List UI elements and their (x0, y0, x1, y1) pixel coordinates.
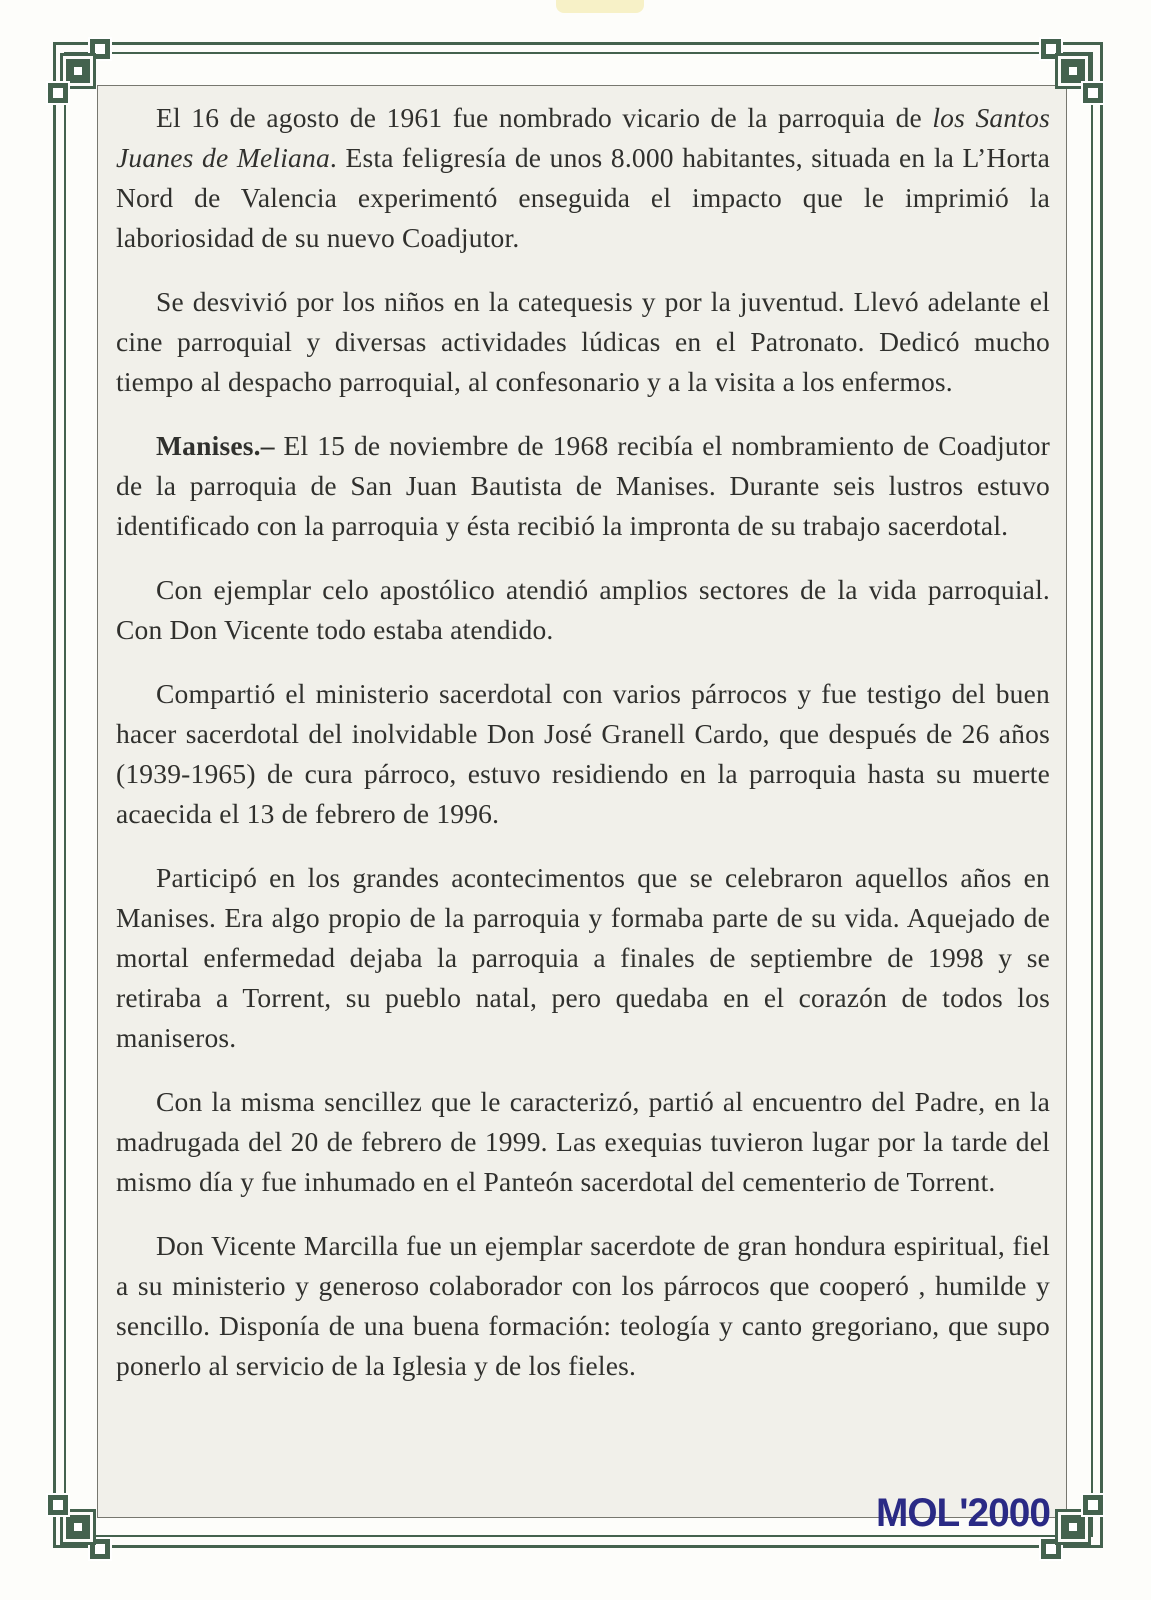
ornament-square (1061, 1515, 1085, 1539)
ornament-square (90, 39, 110, 59)
ornament-square (1083, 1495, 1103, 1515)
text-run: El 15 de noviembre de 1968 recibía el nombramiento de Coadjutor de la parroquia de San Juan Bautista de Manises. Durante seis lustros estuvo identificado con la parroquia y ésta recibió la impronta de su trabajo sacerdotal. (116, 430, 1051, 541)
paragraph (116, 426, 1050, 546)
ornament-square (1061, 59, 1085, 83)
text-run: Manises.– (156, 430, 284, 461)
text-run: . Esta feligresía de unos 8.000 habitantes, situada en la L’Horta Nord de Valencia experimentó enseguida el impacto que le imprimió la laboriosidad de su nuevo Coadjutor. (116, 142, 1050, 253)
paragraph (116, 282, 1050, 402)
ornament-square (66, 1515, 90, 1539)
corner-ornament-top-right (1039, 39, 1103, 103)
text-run: los Santos Juanes de Meliana (116, 102, 1050, 173)
text-run: Con la misma sencillez que le caracterizó, partió al encuentro del Padre, en la madrugada del 20 de febrero de 1999. Las exequias tuvieron lugar por la tarde del mismo día y fue inhumado en el Panteón sacerdotal del cementerio de Torrent. (116, 1086, 1050, 1197)
paragraph (116, 1226, 1050, 1386)
corner-ornament-bottom-left (48, 1495, 112, 1559)
text-run: Compartió el ministerio sacerdotal con varios párrocos y fue testigo del buen hacer sacerdotal del inolvidable Don José Granell Cardo, que después de 26 años (1939-1965) de cura párroco, estuvo residiendo en la parroquia hasta su muerte acaecida el 13 de febrero de 1996. (116, 678, 1050, 829)
paragraph (116, 1082, 1050, 1202)
ornament-square (1083, 83, 1103, 103)
paragraph (116, 570, 1050, 650)
watermark: MOL'2000 (876, 1491, 1050, 1535)
ornament-square (48, 83, 68, 103)
ornament-square (66, 59, 90, 83)
text-run: Don Vicente Marcilla fue un ejemplar sacerdote de gran hondura espiritual, fiel a su ministerio y generoso colaborador con los párrocos que cooperó , humilde y sencillo. Disponía de una buena formación: teología y canto gregoriano, que supo ponerlo al servicio de la Iglesia y de los fieles. (116, 1230, 1050, 1381)
paragraph (116, 674, 1050, 834)
document-text-block (97, 85, 1067, 1518)
text-run: Con ejemplar celo apostólico atendió amplios sectores de la vida parroquial. Con Don Vicente todo estaba atendido. (116, 574, 1050, 645)
ornament-square (1041, 39, 1061, 59)
ornament-square (48, 1495, 68, 1515)
text-run: Participó en los grandes acontecimentos que se celebraron aquellos años en Manises. Era algo propio de la parroquia y formaba parte de su vida. Aquejado de mortal enfermedad dejaba la parroquia a finales de septiembre de 1998 y se retiraba a Torrent, su pueblo natal, pero quedaba en el corazón de todos los maniseros. (116, 862, 1050, 1053)
text-run: Se desvivió por los niños en la catequesis y por la juventud. Llevó adelante el cine parroquial y diversas actividades lúdicas en el Patronato. Dedicó mucho tiempo al despacho parroquial, al confesonario y a la visita a los enfermos. (116, 286, 1050, 397)
paragraph (116, 98, 1050, 258)
text-run: El 16 de agosto de 1961 fue nombrado vicario de la parroquia de (156, 102, 933, 133)
paragraph (116, 858, 1050, 1058)
corner-ornament-top-left (48, 39, 112, 103)
scan-artifact (556, 0, 644, 13)
ornament-square (1041, 1539, 1061, 1559)
ornament-square (90, 1539, 110, 1559)
